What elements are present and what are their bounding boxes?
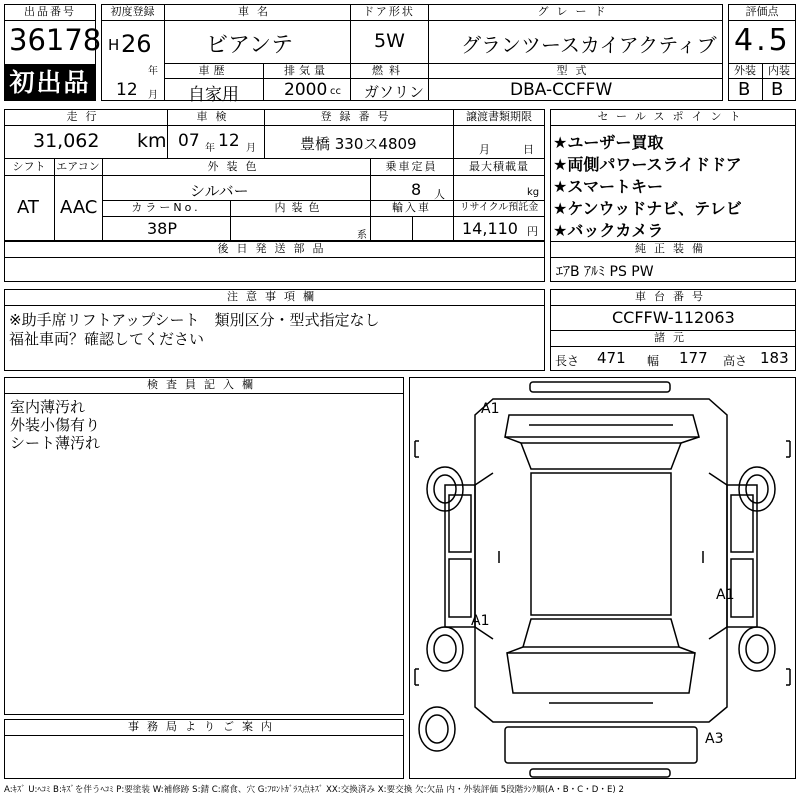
sales-points-label: セールスポイント [597, 110, 749, 123]
height-value: 183 [760, 349, 789, 367]
regno-value: 豊橋 330ス4809 [300, 135, 417, 153]
history-label: 車歴 [198, 64, 229, 77]
car-name-label: 車名 [238, 5, 276, 18]
recycle-value: 14,110 [462, 219, 518, 238]
damage-mark: A1 [471, 613, 490, 629]
regno-label: 登録番号 [320, 110, 397, 123]
history-value: 自家用 [188, 85, 239, 105]
width-label: 幅 [647, 354, 660, 368]
month-unit: 月 [148, 90, 158, 101]
score-label: 評価点 [745, 5, 779, 18]
year-unit: 年 [148, 66, 158, 77]
damage-mark: A1 [481, 401, 500, 417]
era-letter: H [108, 36, 120, 54]
mileage-label: 走行 [66, 110, 105, 123]
inspector-label: 検査員記入欄 [147, 378, 261, 391]
color-no-value: 38P [147, 219, 178, 238]
shift-label: シフト [12, 160, 46, 173]
lot-number: 36178 [9, 23, 102, 57]
int-color-unit: 系 [357, 230, 367, 241]
inspection-year: 07 [178, 131, 200, 151]
capacity-value: 8 [411, 180, 422, 199]
notes-label: 注意事項欄 [227, 290, 322, 303]
displacement-label: 排気量 [284, 64, 329, 77]
notes-line-1: ※助手席リフトアップシート 類別区分・型式指定なし [9, 311, 380, 329]
sales-point-item: ★スマートキー [553, 177, 664, 196]
equipment-label: 純正装備 [635, 242, 711, 255]
inspector-line: 外装小傷有り [10, 416, 101, 434]
car-name: ビアンテ [206, 33, 294, 58]
chassis-value: CCFFW-112063 [612, 308, 735, 327]
ext-color-value: シルバー [190, 182, 249, 200]
first-reg-label: 初度登録 [110, 5, 155, 18]
length-label: 長さ [555, 354, 580, 368]
specs-label: 諸元 [654, 331, 692, 344]
model-label: 型式 [556, 64, 595, 77]
damage-mark: A1 [716, 587, 735, 603]
int-grade: B [771, 79, 784, 100]
first-listing-text: 初出品 [9, 68, 91, 97]
mileage-value: 31,062 [33, 130, 100, 152]
door-label: ドア形状 [363, 5, 415, 18]
displacement-unit: cc [330, 86, 341, 97]
import-label: 輸入車 [392, 201, 431, 214]
damage-mark: A3 [705, 731, 724, 747]
equipment-value: ｴｱB ｱﾙﾐ PS PW [556, 264, 654, 280]
door-value: 5W [374, 30, 405, 52]
sales-point-item: ★ケンウッドナビ、テレビ [553, 199, 742, 218]
ext-grade-label: 外装 [734, 64, 756, 77]
mileage-unit: km [137, 130, 167, 152]
chassis-label: 車台番号 [635, 290, 711, 303]
inspection-year-unit: 年 [205, 143, 215, 154]
transfer-month-unit: 月 [479, 143, 490, 156]
transfer-label: 譲渡書類期限 [466, 110, 532, 123]
inspector-line: シート薄汚れ [10, 434, 101, 452]
width-value: 177 [679, 349, 708, 367]
inspection-label: 車検 [196, 110, 235, 123]
first-reg-year: 26 [121, 30, 152, 58]
load-label: 最大積載量 [469, 160, 529, 173]
sales-point-item: ★ユーザー買取 [553, 133, 664, 152]
fuel-value: ガソリン [364, 83, 425, 101]
recycle-unit: 円 [527, 225, 538, 238]
ac-label: エアコン [56, 160, 100, 173]
sales-point-item: ★バックカメラ [553, 221, 664, 240]
inspector-line: 室内薄汚れ [10, 398, 86, 416]
first-listing-badge [4, 64, 96, 101]
capacity-label: 乗車定員 [385, 160, 438, 173]
transfer-day-unit: 日 [523, 143, 534, 156]
capacity-unit: 人 [434, 188, 445, 201]
ext-color-label: 外装色 [207, 160, 265, 173]
grade-value: グランツースカイアクティブ [461, 33, 717, 57]
score-value: 4.5 [734, 23, 791, 58]
int-color-label: 内装色 [274, 201, 326, 214]
office-label: 事務局よりご案内 [128, 720, 280, 733]
fuel-label: 燃料 [372, 64, 406, 77]
sales-point-item: ★両側パワースライドドア [553, 155, 742, 174]
displacement-value: 2000 [284, 80, 328, 100]
ac-value: AAC [60, 197, 98, 218]
first-reg-month: 12 [116, 80, 138, 100]
shift-value: AT [17, 197, 39, 218]
model-value: DBA-CCFFW [510, 80, 613, 100]
later-parts-label: 後日発送部品 [217, 242, 332, 255]
height-label: 高さ [723, 354, 748, 368]
load-unit: kg [527, 187, 540, 198]
car-diagram [409, 377, 796, 779]
recycle-label: リサイクル預託金 [459, 202, 539, 213]
length-value: 471 [597, 349, 626, 367]
grade-label: グレード [537, 5, 614, 18]
legend: A:ｷｽﾞ U:ﾍｺﾐ B:ｷｽﾞを伴うﾍｺﾐ P:要塗装 W:補修跡 S:錆 C:腐食、穴 G:ﾌﾛﾝﾄｶﾞﾗｽ点ｷｽﾞ XX:交換済み X:要交換 欠:欠品 内・外装評価 5段階ﾗﾝｸ順(A・B・C・D・E) 2 [4, 785, 624, 795]
int-grade-label: 内装 [768, 64, 790, 77]
inspection-month: 12 [218, 131, 240, 151]
ext-grade: B [738, 79, 751, 100]
notes-line-2: 福祉車両？確認してください [9, 330, 205, 348]
lot-label: 出品番号 [24, 5, 76, 18]
color-no-label: カラーNo. [131, 201, 201, 214]
inspection-month-unit: 月 [246, 143, 256, 154]
